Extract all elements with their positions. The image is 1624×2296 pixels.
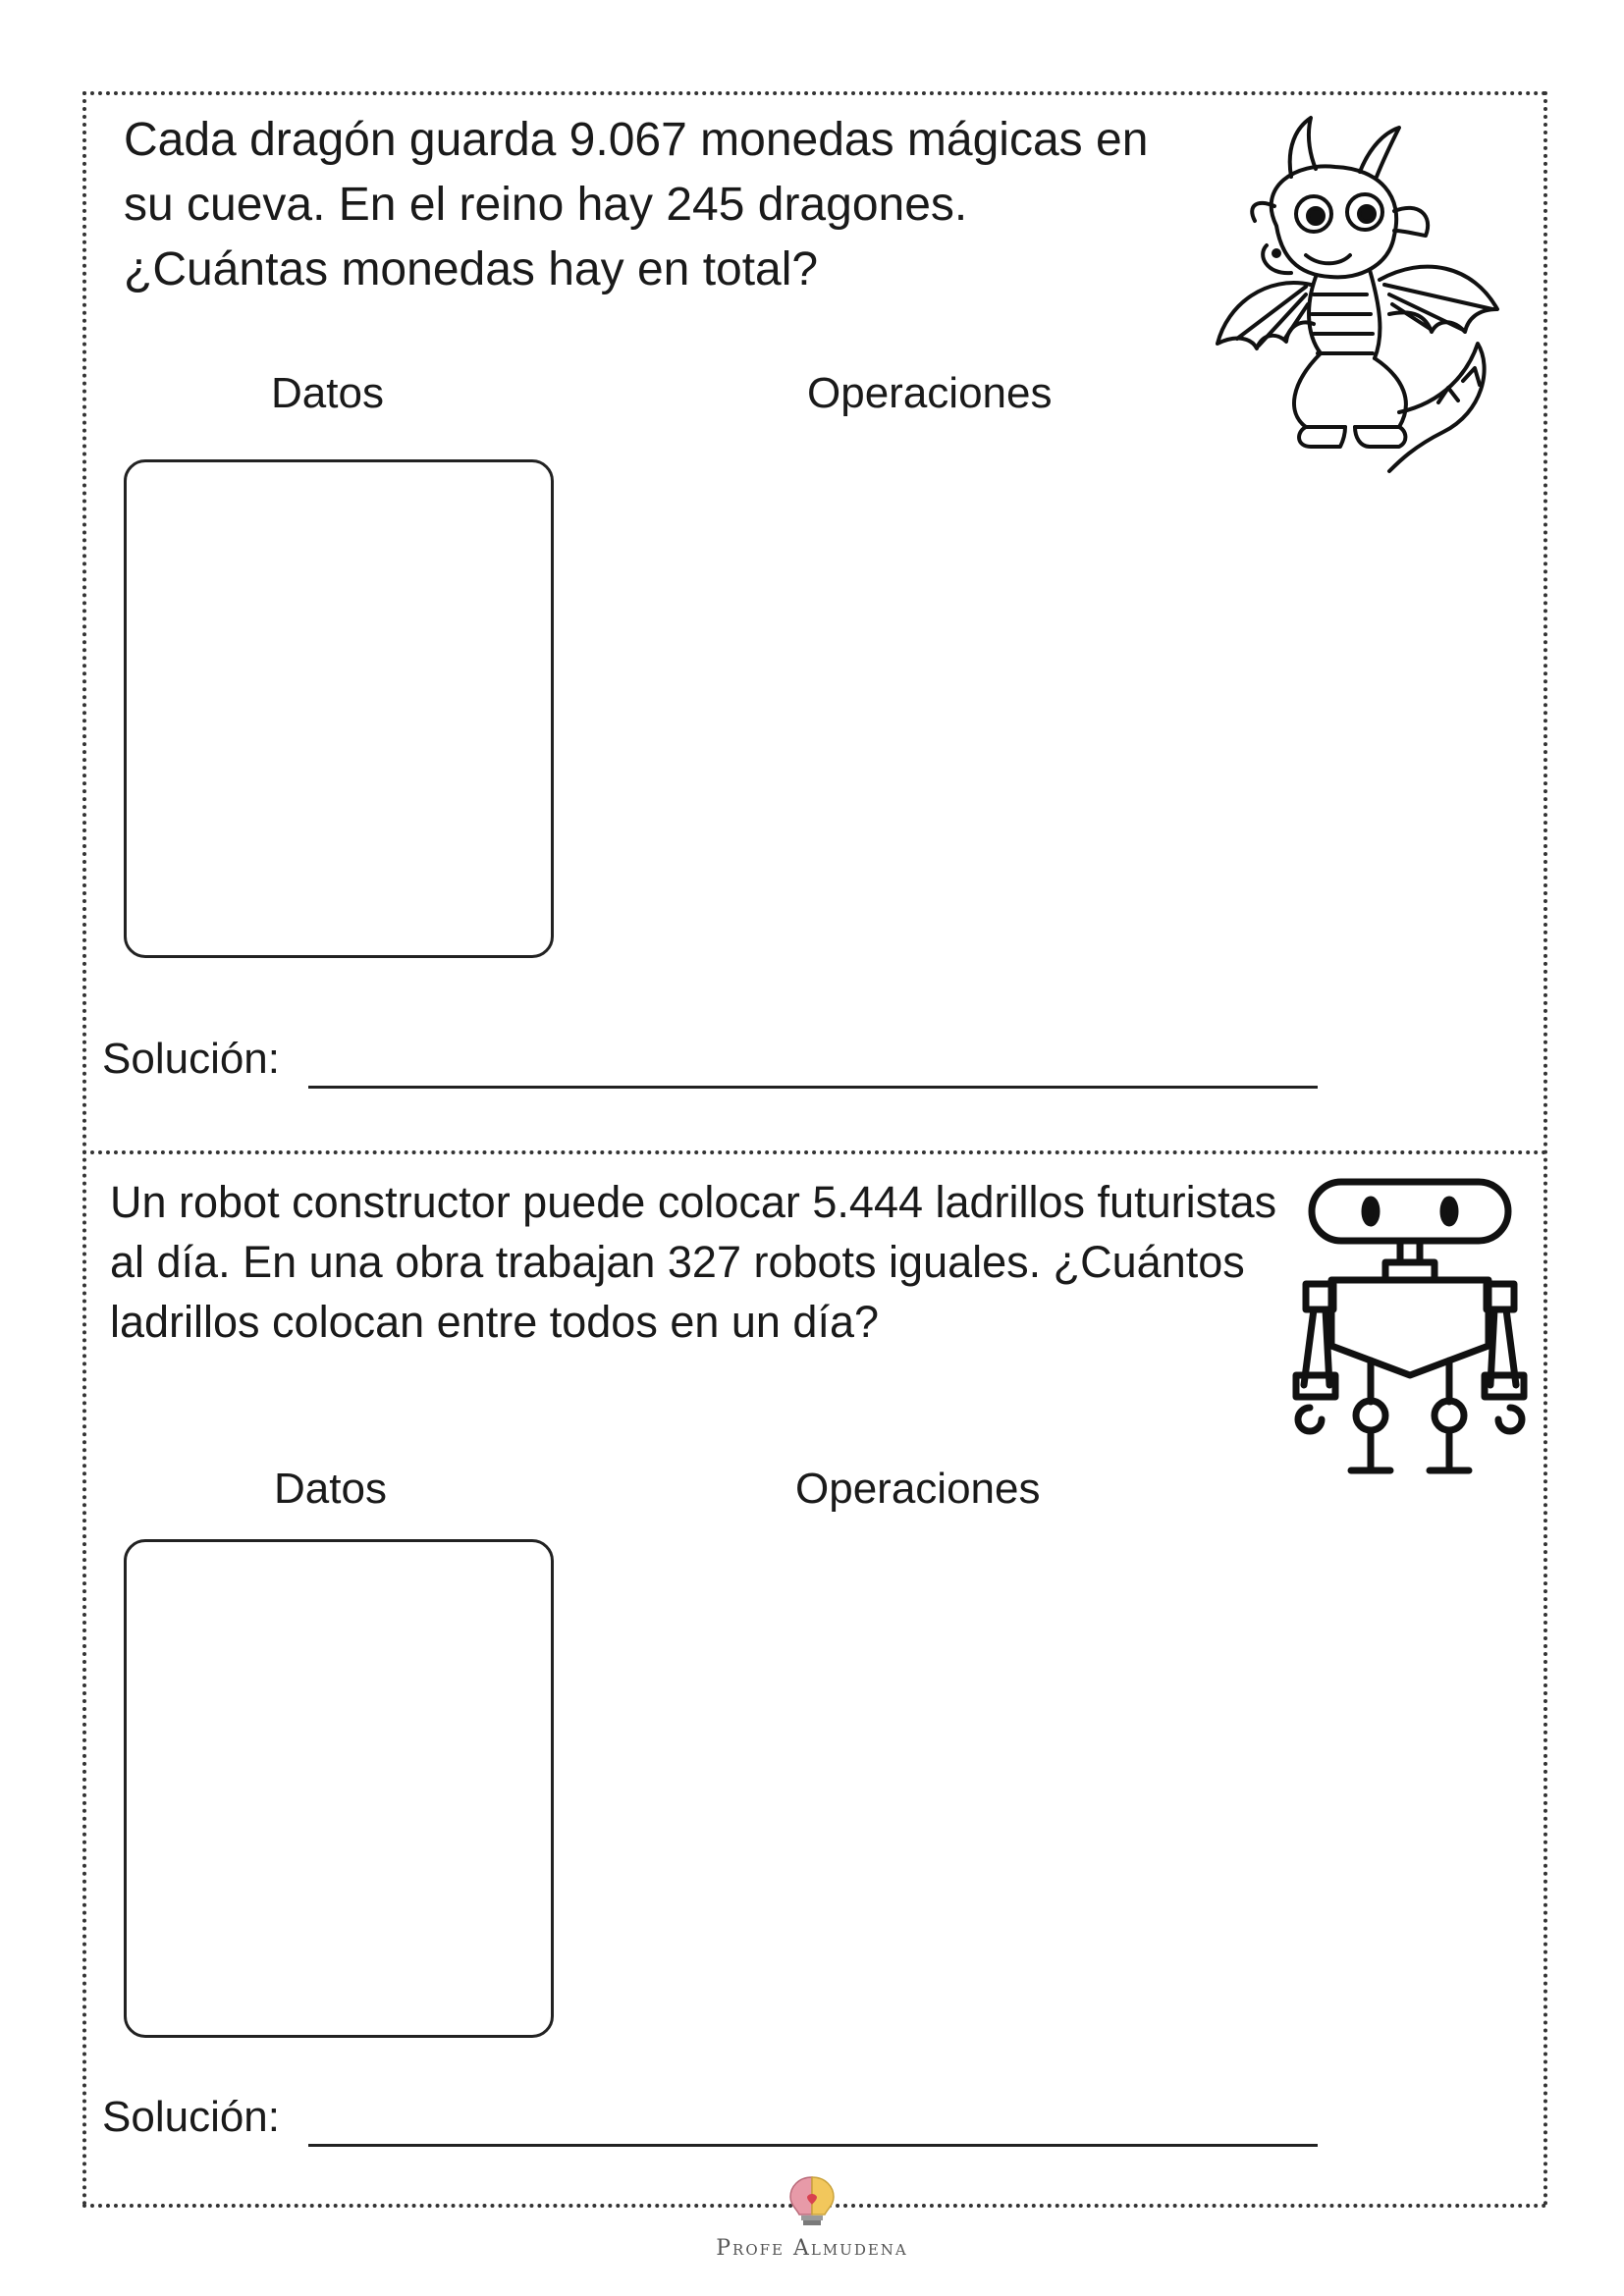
problem-1-data-label: Datos	[271, 369, 384, 417]
problem-1-solution-label: Solución:	[102, 1035, 281, 1083]
robot-icon	[1292, 1174, 1528, 1488]
problem-1-data-box[interactable]	[124, 459, 554, 958]
dragon-icon	[1198, 108, 1512, 481]
problem-1-solution-line[interactable]	[308, 1086, 1318, 1089]
problem-divider	[82, 1150, 1547, 1154]
problem-2-solution-label: Solución:	[102, 2093, 281, 2141]
problem-1-statement: Cada dragón guarda 9.067 monedas mágicas en su cueva. En el reino hay 245 dragones. ¿Cuántas monedas hay en total?	[124, 114, 1149, 295]
problem-2-statement: Un robot constructor puede colocar 5.444 ladrillos futuristas al día. En una obra trabajan 327 robots iguales. ¿Cuántos ladrillos colocan entre todos en un día?	[110, 1177, 1277, 1347]
problem-2-data-label: Datos	[274, 1465, 387, 1513]
footer-brand: Profe Almudena	[716, 2236, 908, 2261]
problem-2-data-box[interactable]	[124, 1539, 554, 2038]
problem-2-solution-line[interactable]	[308, 2144, 1318, 2147]
problem-2-operations-label: Operaciones	[795, 1465, 1041, 1513]
lightbulb-brain-icon	[786, 2175, 838, 2228]
problem-1-operations-label: Operaciones	[807, 369, 1053, 417]
